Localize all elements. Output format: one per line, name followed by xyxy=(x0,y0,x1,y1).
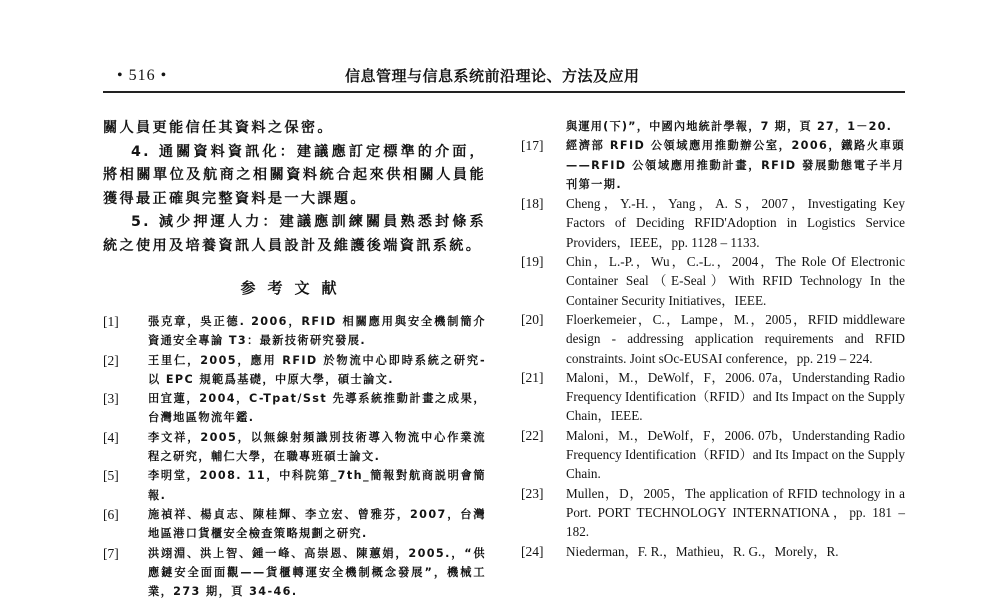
reference-text: Chin，L.-P.，Wu，C.-L.，2004，The Role Of Electronic Container Seal（E-Seal）With RFID Technology In the Container Security Initiatives，IEEE. xyxy=(566,254,905,308)
reference-number: [1] xyxy=(103,314,119,329)
reference-text: Maloni，M.，DeWolf，F，2006. 07b，Understanding Radio Frequency Identification（RFID）and Its Impact on the Supply Chain. xyxy=(566,427,905,482)
reference-text: Floerkemeier，C.，Lampe，M.，2005，RFID middleware design - addressing application requirements and RFID constraints. Joint sOc-EUSAI conference，pp. 219 – 224. xyxy=(566,311,905,366)
reference-item xyxy=(521,426,905,484)
reference-text: 李明堂，2008. 11，中科院第_7th_簡報對航商説明會簡報. xyxy=(148,469,486,502)
reference-number: [23] xyxy=(521,485,544,501)
reference-number: [24] xyxy=(521,543,544,559)
reference-item xyxy=(521,252,905,310)
reference-number: [22] xyxy=(521,427,544,443)
reference-number: [19] xyxy=(521,254,544,270)
reference-number: [21] xyxy=(521,369,544,385)
header-rule xyxy=(103,91,905,93)
body-paragraph: 4. 通關資料資訊化：建議應訂定標準的介面，將相關單位及航商之相關資料統合起來供相關人員能獲得最正確與完整資料是一大課題。 xyxy=(103,143,486,207)
reference-item xyxy=(103,389,486,428)
reference-number: [20] xyxy=(521,311,544,327)
reference-number: [7] xyxy=(103,545,119,561)
body-paragraph: 關人員更能信任其資料之保密。 xyxy=(103,120,334,136)
reference-text: Cheng，Y.-H.，Yang，A. S，2007，Investigating Key Factors of Deciding RFID'Adoption in Logistics Service Providers，IEEE，pp. 1128 – 1133. xyxy=(566,196,905,250)
reference-item xyxy=(521,310,905,368)
reference-number: [18] xyxy=(521,196,544,212)
reference-text: Maloni，M.，DeWolf，F，2006. 07a，Understanding Radio Frequency Identification（RFID）and Its Impact on the Supply Chain，IEEE. xyxy=(566,369,905,424)
page-header xyxy=(103,64,905,92)
page-number: • 516 • xyxy=(117,67,168,84)
reference-number: [3] xyxy=(103,391,119,407)
reference-text: 張克章，吳正德. 2006，RFID 相關應用與安全機制簡介 資通安全專論 T3：最新技術研究發展. xyxy=(148,315,486,348)
reference-number: [6] xyxy=(103,506,119,522)
running-title: 信息管理与信息系统前沿理论、方法及应用 xyxy=(345,67,640,85)
reference-item xyxy=(521,368,905,426)
reference-item xyxy=(103,428,486,467)
left-column xyxy=(103,117,486,601)
reference-text: Niederman，F. R.，Mathieu，R. G.，Morely，R. xyxy=(566,543,839,559)
reference-item xyxy=(521,136,905,194)
reference-text: Mullen，D，2005，The application of RFID technology in a Port. PORT TECHNOLOGY INTERNATIONA，pp. 181 – 182. xyxy=(566,485,905,540)
right-column xyxy=(521,117,905,561)
reference-item xyxy=(521,194,905,252)
reference-number: [17] xyxy=(521,138,544,154)
reference-item xyxy=(103,466,486,505)
reference-text: 經濟部 RFID 公領域應用推動辦公室，2006，鐵路火車頭——RFID 公領域應用推動計畫，RFID 發展動態電子半月刊第一期. xyxy=(566,139,905,191)
reference-text: 施禎祥、楊貞志、陳桂輝、李立宏、曾雅芬，2007，台灣地區港口貨櫃安全檢查策略規劃之研究. xyxy=(148,507,486,541)
reference-number: [2] xyxy=(103,352,119,368)
reference-continuation xyxy=(521,117,905,136)
reference-number: [5] xyxy=(103,468,119,484)
reference-text: 洪翊淵、洪上智、鍾一峰、高崇恩、陳蕙娟，2005.，“供應鏈安全面面觀——貨櫃轉運安全機制概念發展”，機械工業，273 期，頁 34-46. xyxy=(148,546,486,599)
reference-text: 田宜蓮，2004，C-Tpat/Sst 先導系統推動計畫之成果，台灣地區物流年鑑. xyxy=(148,392,486,425)
reference-text: 李文祥，2005，以無線射頻識別技術導入物流中心作業流程之研究，輔仁大學，在職專班碩士論文. xyxy=(148,430,486,464)
reference-item xyxy=(103,505,486,544)
reference-item xyxy=(521,484,905,542)
reference-item xyxy=(103,544,486,601)
references-heading: 参考文献 xyxy=(240,279,349,297)
reference-item xyxy=(103,312,486,351)
reference-item xyxy=(521,542,905,561)
reference-number: [4] xyxy=(103,429,119,445)
reference-text: 與運用(下)”，中國內地統計學報，7 期，頁 27，1－20. xyxy=(566,120,893,133)
reference-item xyxy=(103,351,486,390)
body-paragraph: 5. 減少押運人力：建議應訓練關員熟悉封條系統之使用及培養資訊人員設計及維護後端資訊系統。 xyxy=(103,214,486,254)
reference-text: 王里仁，2005，應用 RFID 於物流中心即時系統之研究-以 EPC 規範爲基礎，中原大學，碩士論文. xyxy=(148,353,486,386)
